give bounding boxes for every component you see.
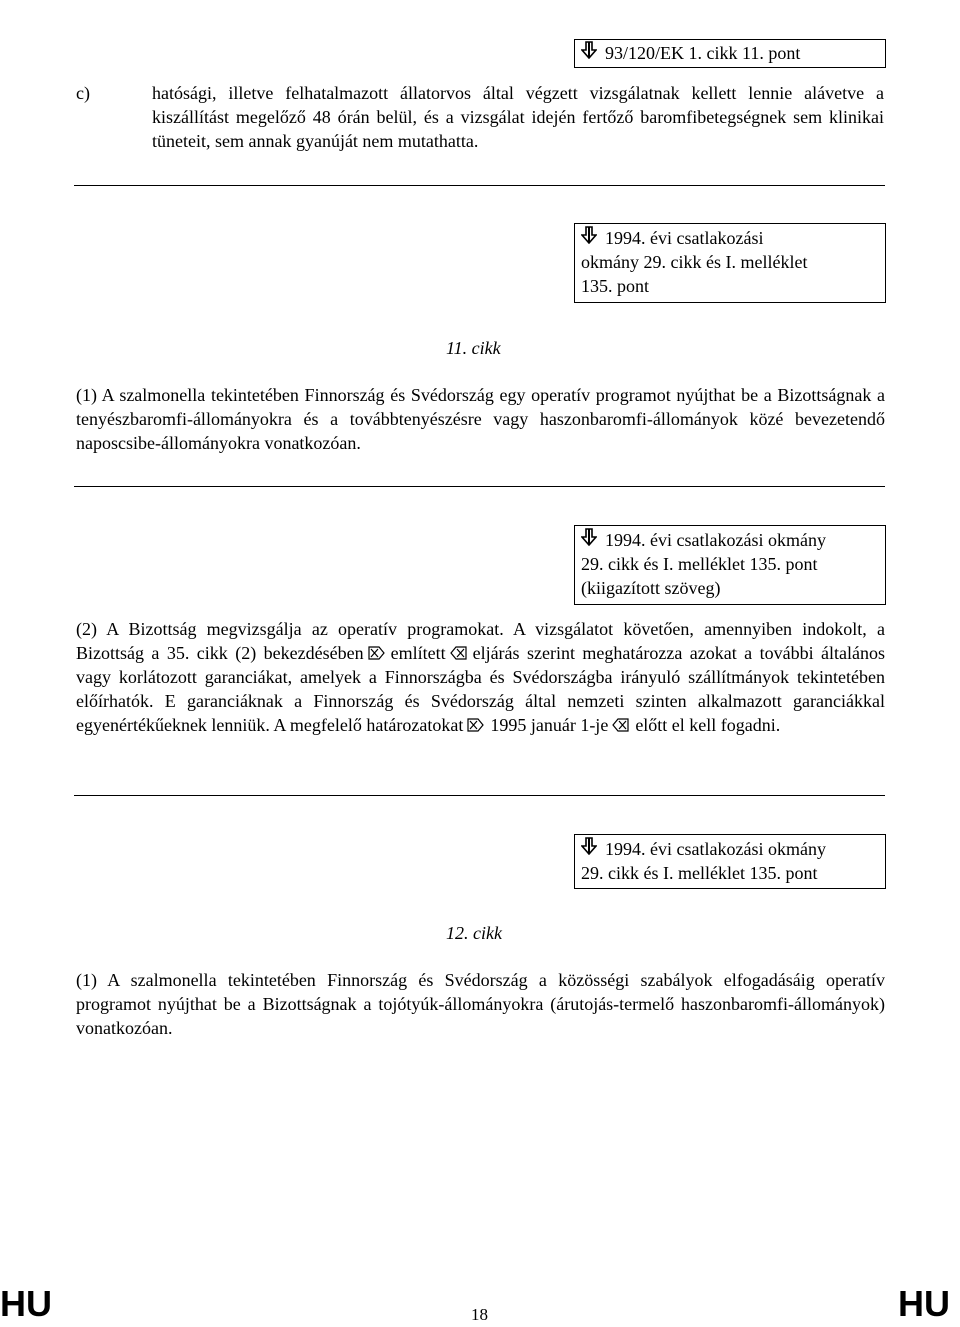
- reference-line: okmány 29. cikk és I. melléklet: [581, 252, 808, 272]
- reference-line: 1994. évi csatlakozási: [605, 228, 764, 248]
- footer-language-right: HU: [898, 1283, 950, 1324]
- footer-language-left: HU: [0, 1283, 52, 1324]
- arrow-down-icon: [581, 41, 597, 65]
- arrow-down-icon: [581, 837, 597, 861]
- reference-text: 93/120/EK 1. cikk 11. pont: [605, 43, 801, 63]
- reference-line: 29. cikk és I. melléklet 135. pont: [581, 863, 818, 883]
- item-label: c): [76, 83, 90, 103]
- reference-line: 135. pont: [581, 276, 650, 296]
- item-c-text: hatósági, illetve felhatalmazott állatorvos által végzett vizsgálatnak kellett lennie alávetve a kiszállítást megelőző 48 órán belül, és a vizsgálat idején fertőző baromfibetegségnek sem klinikai tüneteit, sem annak gyanúját nem mutathatta.: [152, 83, 884, 151]
- paragraph-11-1: (1) A szalmonella tekintetében Finnország és Svédország egy operatív programot nyújthat be a Bizottságnak a tenyészbaromfi-állományokra és a továbbtenyészésre vagy haszonbaromfi-állományok közé bevezetendő naposcsibe-állományokra vonatkozóan.: [76, 385, 885, 453]
- reference-line: 1994. évi csatlakozási okmány: [605, 530, 826, 550]
- divider: [74, 185, 885, 186]
- article-heading-11: 11. cikk: [446, 338, 501, 358]
- insertion-end-icon: [612, 718, 629, 732]
- insertion-end-icon: [450, 646, 467, 660]
- page-number: 18: [471, 1305, 488, 1324]
- arrow-down-icon: [581, 226, 597, 250]
- paragraph-12-1: (1) A szalmonella tekintetében Finnország és Svédország a közösségi szabályok elfogadásáig operatív programot nyújthat be a Bizottságnak a tojótyúk-állományokra (árutojás-termelő haszonbaromfi-állományok) vonatkozóan.: [76, 970, 885, 1038]
- reference-box-3: [574, 525, 886, 605]
- insertion-start-icon: [467, 718, 484, 732]
- insertion-start-icon: [368, 646, 385, 660]
- divider: [74, 486, 885, 487]
- article-heading-12: 12. cikk: [446, 923, 502, 943]
- reference-line: 29. cikk és I. melléklet 135. pont: [581, 554, 818, 574]
- divider: [74, 795, 885, 796]
- reference-box-4: [574, 834, 886, 889]
- reference-line: (kiigazított szöveg): [581, 578, 721, 598]
- reference-line: 1994. évi csatlakozási okmány: [605, 839, 826, 859]
- reference-box-2: [574, 223, 886, 303]
- arrow-down-icon: [581, 528, 597, 552]
- reference-box-1: [574, 39, 886, 68]
- paragraph-11-2: (2) A Bizottság megvizsgálja az operatív programokat. A vizsgálatot követően, amennyiben indokolt, a Bizottság a 35. cikk (2) bekezdésében említett eljárás szerint meghatározza azokat a további általános vagy korlátozott garanciákat, amelyek a Finnországba és Svédországba irányuló szállítmányok tekintetében előírhatók. E garanciáknak a Finnország és Svédország által nemzeti szinten alkalmazott garanciákkal egyenértékűeknek lenniük. A megfelelő határozatokat 1995 január 1-je előtt el kell fogadni.: [76, 619, 885, 735]
